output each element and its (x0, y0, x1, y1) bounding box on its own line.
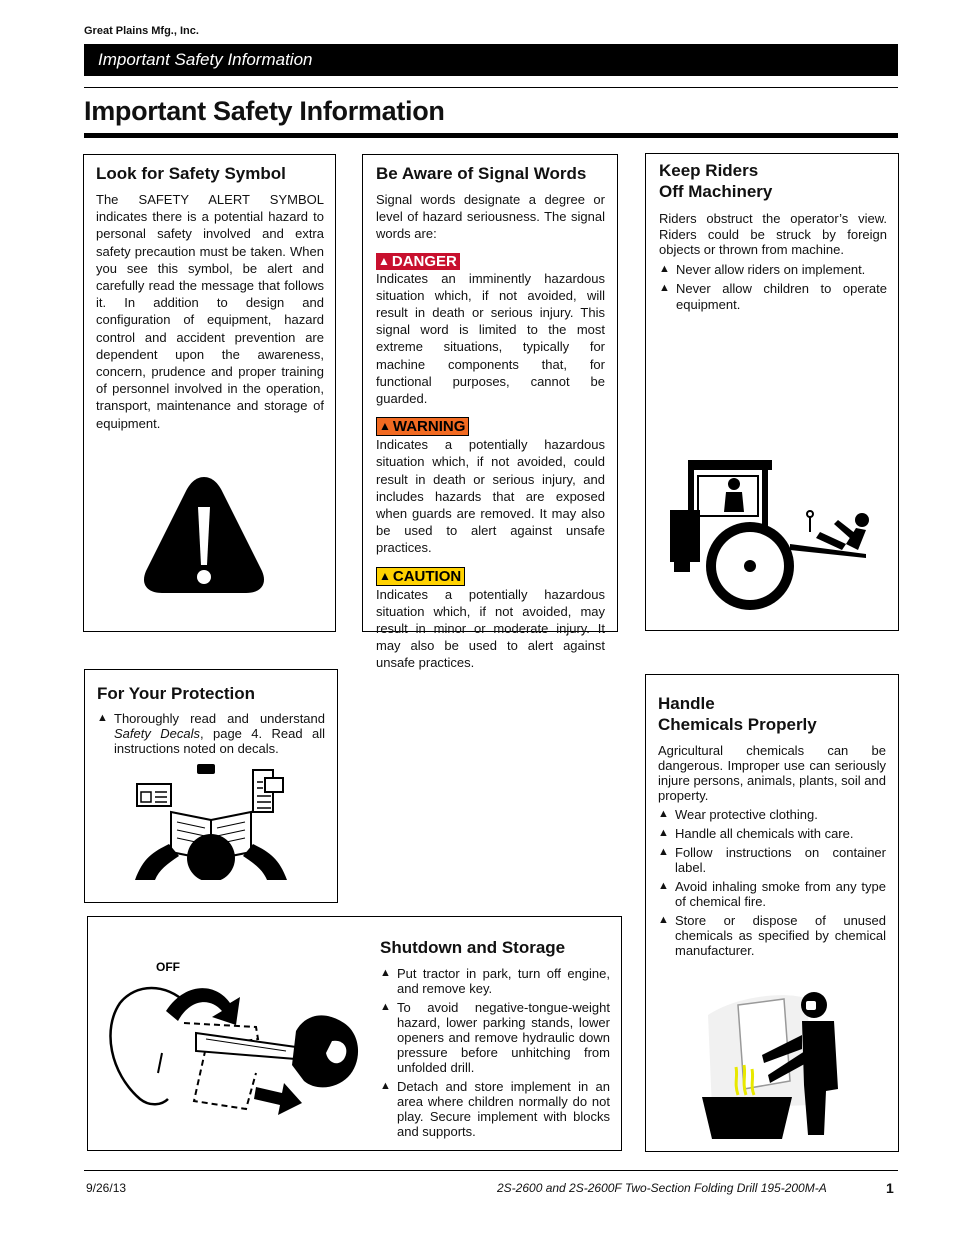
list-item: ▲ Handle all chemicals with care. (658, 826, 854, 841)
list-item: ▲ Wear protective clothing. (658, 807, 818, 822)
box-title: Handle Chemicals Properly (658, 694, 817, 734)
page-title: Important Safety Information (84, 96, 445, 126)
page-number: 1 (886, 1180, 894, 1196)
box-title: Be Aware of Signal Words (376, 164, 587, 183)
signal-words-box (362, 154, 618, 671)
box-title: Look for Safety Symbol (96, 164, 286, 183)
reading-manual-icon (133, 762, 293, 880)
safety-alert-symbol-icon (140, 471, 268, 597)
box-text: Riders obstruct the operator’s view. Riders could be struck by foreign objects or thrown from machine. (659, 211, 887, 257)
box-title: Keep Riders Off Machinery (659, 161, 773, 201)
look-for-safety-symbol-box (83, 154, 336, 632)
alert-triangle-icon: ▲ (378, 253, 390, 268)
keep-riders-box (645, 153, 899, 631)
danger-text: Indicates an imminently hazardous situation which, if not avoided, will result in death or serious injury. This signal word is limited to the most extreme situations, typically for machine components that, for functional purposes, cannot be guarded. (376, 270, 605, 407)
warning-text: Indicates a potentially hazardous situation which, if not avoided, could result in death or serious injury, and includes hazards that are exposed when guards are removed. It may also be used to alert against unsafe practices. (376, 437, 605, 556)
danger-label: ▲ DANGER (376, 253, 460, 270)
list-item: ▲ Avoid inhaling smoke from any type of chemical fire. (658, 879, 886, 909)
footer-divider (84, 1170, 898, 1171)
alert-triangle-icon: ▲ (379, 419, 391, 434)
box-title: For Your Protection (97, 684, 256, 703)
tractor-rider-icon (670, 458, 884, 612)
caution-label: ▲ CAUTION (376, 567, 465, 586)
list-item: ▲ Put tractor in park, turn off engine, and remove key. (380, 966, 610, 996)
alert-triangle-icon: ▲ (379, 568, 391, 583)
list-item: ▲ Store or dispose of unused chemicals as specified by chemical manufacturer. (658, 913, 886, 958)
chemical-handling-icon (698, 985, 858, 1145)
for-your-protection-box (84, 669, 338, 903)
off-label: OFF (156, 960, 180, 974)
handle-chemicals-box (645, 674, 899, 1152)
list-item: ▲ Never allow riders on implement. (659, 261, 866, 277)
list-item: ▲ Thoroughly read and understand Safety Decals, page 4. Read all instructions noted on decals. (97, 711, 326, 756)
footer-date: 9/26/13 (86, 1181, 127, 1195)
company-name: Great Plains Mfg., Inc. (84, 25, 199, 37)
divider (84, 87, 898, 88)
caution-text: Indicates a potentially hazardous situation which, if not avoided, may result in minor or moderate injury. It may also be used to alert against unsafe practices. (376, 586, 605, 671)
shutdown-storage-box (87, 916, 622, 1151)
list-item: ▲ Never allow children to operate equipment. (659, 281, 887, 312)
signal-intro: Signal words designate a degree or level of hazard seriousness. The signal words are: (376, 192, 605, 242)
list-item: ▲ Detach and store implement in an area where children normally do not play. Secure implement with blocks and supports. (380, 1079, 610, 1139)
box-text: Agricultural chemicals can be dangerous. Improper use can seriously injure persons, animals, plants, soil and property. (658, 743, 886, 803)
box-title: Shutdown and Storage (380, 938, 566, 957)
footer-document-title: 2S-2600 and 2S-2600F Two-Section Folding Drill 195-200M-A (497, 1181, 827, 1195)
divider-thick (84, 133, 898, 138)
ignition-key-icon (106, 953, 360, 1117)
section-header-bar: Important Safety Information (84, 44, 898, 76)
box-text: The SAFETY ALERT SYMBOL indicates there is a potential hazard to personal safety involved and extra safety precaution must be taken. When you see this symbol, be alert and carefully read the message that follows it. In addition to design and configuration of equipment, hazard control and accident prevention are dependent upon the awareness, concern, prudence and proper training of personnel involved in the operation, transport, maintenance and storage of equipment. (96, 192, 324, 431)
list-item: ▲ To avoid negative-tongue-weight hazard, lower parking stands, lower openers and remove hydraulic down pressure before unhitching from unfolded drill. (380, 1000, 610, 1075)
list-item: ▲ Follow instructions on container label. (658, 845, 886, 875)
warning-label: ▲ WARNING (376, 417, 469, 436)
